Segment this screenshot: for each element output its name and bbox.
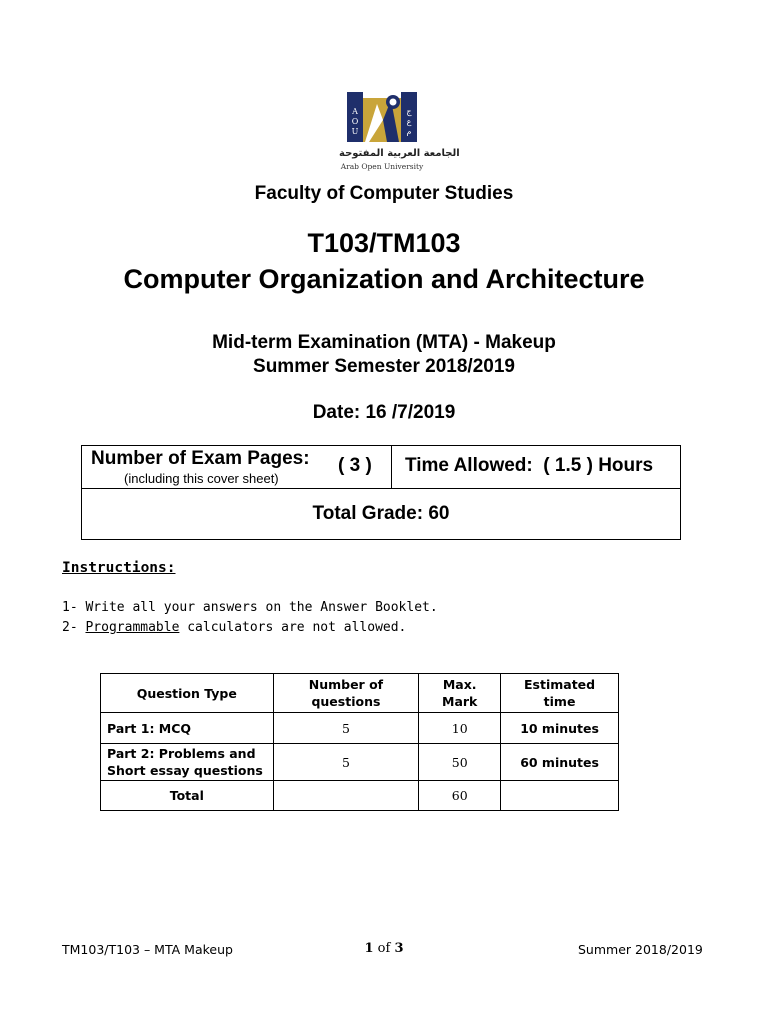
question-count-cell: 5 [273, 713, 419, 744]
table-row [101, 744, 619, 781]
table-row [101, 713, 619, 744]
instruction-item-1: 1- Write all your answers on the Answer Booklet. [62, 600, 438, 615]
table-row [101, 781, 619, 811]
estimated-time-cell: 60 minutes [501, 744, 619, 781]
university-emblem-icon [347, 90, 417, 146]
svg-text:A: A [352, 107, 358, 116]
course-title: Computer Organization and Architecture [123, 264, 645, 294]
max-mark-cell: 10 [419, 713, 501, 744]
logo-arabic-name: الجامعة العربية المفتوحة [339, 148, 460, 159]
footer-course: TM103/T103 – MTA Makeup [62, 942, 233, 957]
logo-english-name: Arab Open University [340, 162, 424, 171]
svg-text:م: م [406, 127, 412, 136]
table-header-cell: Estimated time [501, 674, 619, 713]
table-header-cell: Question Type [101, 674, 274, 713]
info-box-divider-vertical [391, 446, 392, 489]
max-mark-cell: 50 [419, 744, 501, 781]
faculty-name: Faculty of Computer Studies [254, 183, 514, 204]
page-total: 3 [394, 941, 404, 956]
university-logo [339, 90, 460, 176]
exam-pages-value: ( 3 ) [338, 455, 372, 476]
max-mark-cell: 60 [419, 781, 501, 811]
question-count-cell [273, 781, 419, 811]
svg-text:O: O [351, 117, 359, 126]
info-box-divider-horizontal [82, 488, 680, 489]
table-header-cell: Number of questions [273, 674, 419, 713]
total-grade: Total Grade: 60 [312, 503, 450, 524]
question-type-cell: Total [101, 781, 274, 811]
instruction-item-2-underlined: Programmable [85, 620, 180, 635]
footer-semester: Summer 2018/2019 [578, 942, 703, 957]
table-header-row [101, 674, 619, 713]
instruction-item-2-prefix: 2- [62, 620, 86, 635]
svg-text:ج: ج [406, 107, 412, 116]
exam-pages-note: (including this cover sheet) [124, 471, 279, 486]
estimated-time-cell [501, 781, 619, 811]
table-header-cell: Max. Mark [419, 674, 501, 713]
question-type-cell: Part 2: Problems and Short essay questions [101, 744, 274, 781]
question-type-cell: Part 1: MCQ [101, 713, 274, 744]
page-current: 1 [364, 941, 374, 956]
question-table [100, 673, 619, 811]
course-code: T103/TM103 [307, 228, 461, 258]
page-of: of [373, 941, 395, 956]
instruction-item-2 [62, 620, 406, 635]
exam-pages-label: Number of Exam Pages: [91, 448, 310, 469]
question-count-cell: 5 [273, 744, 419, 781]
instruction-item-2-suffix: calculators are not allowed. [179, 620, 407, 635]
svg-text:ع: ع [406, 117, 412, 126]
semester: Summer Semester 2018/2019 [253, 356, 515, 377]
exam-type: Mid-term Examination (MTA) - Makeup [212, 332, 556, 353]
exam-date: Date: 16 /7/2019 [312, 402, 456, 423]
time-allowed: Time Allowed: ( 1.5 ) Hours [405, 455, 654, 476]
instructions-heading: Instructions: [62, 560, 176, 576]
estimated-time-cell: 10 minutes [501, 713, 619, 744]
svg-text:U: U [351, 127, 359, 136]
exam-info-box [81, 445, 681, 540]
